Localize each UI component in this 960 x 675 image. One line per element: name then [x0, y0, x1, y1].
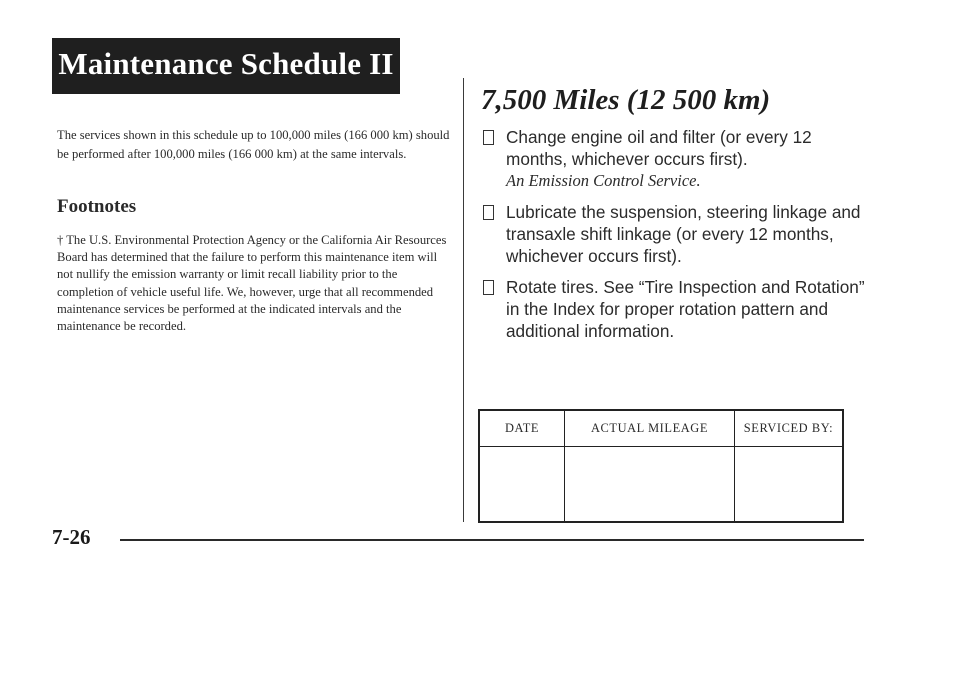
- footer-rule: [120, 539, 864, 541]
- serviced-by-column-header: SERVICED BY:: [734, 411, 842, 447]
- serviced-by-entry-cell[interactable]: [734, 447, 842, 521]
- mileage-column-header: ACTUAL MILEAGE: [564, 411, 734, 447]
- page-number: 7-26: [52, 525, 91, 549]
- checkbox-icon[interactable]: [483, 130, 494, 145]
- footnotes-heading: Footnotes: [57, 196, 137, 217]
- column-divider: [463, 78, 464, 522]
- service-checklist: [480, 126, 870, 351]
- service-log-table: [478, 409, 844, 523]
- checklist-item: [480, 126, 870, 192]
- section-heading: 7,500 Miles (12 500 km): [481, 84, 771, 116]
- checklist-item-text: Rotate tires. See “Tire Inspection and Rotation” in the Index for proper rotation pattern and additional information.: [506, 277, 865, 341]
- mileage-entry-cell[interactable]: [564, 447, 734, 521]
- checkbox-icon[interactable]: [483, 205, 494, 220]
- checklist-item-text: Lubricate the suspension, steering linkage and transaxle shift linkage (or every 12 months, whichever occurs first).: [506, 202, 861, 266]
- header-banner: [52, 38, 400, 94]
- checkbox-icon[interactable]: [483, 280, 494, 295]
- date-column-header: DATE: [480, 411, 564, 447]
- page-title: Maintenance Schedule II: [58, 46, 394, 81]
- footnote-paragraph: † The U.S. Environmental Protection Agency or the California Air Resources Board has determined that the failure to perform this maintenance item will not nullify the emission warranty or limit recall liability prior to the completion of vehicle useful life. We, however, urge that all recommended maintenance services be performed at the indicated intervals and the maintenance be recorded.: [57, 233, 447, 334]
- checklist-item: [480, 201, 870, 267]
- checklist-item: [480, 276, 870, 342]
- checklist-item-note: An Emission Control Service.: [506, 171, 701, 190]
- date-entry-cell[interactable]: [480, 447, 564, 521]
- intro-paragraph: The services shown in this schedule up to 100,000 miles (166 000 km) should be performed after 100,000 miles (166 000 km) at the same intervals.: [57, 128, 450, 161]
- checklist-item-text: Change engine oil and filter (or every 12 months, whichever occurs first).: [506, 127, 812, 169]
